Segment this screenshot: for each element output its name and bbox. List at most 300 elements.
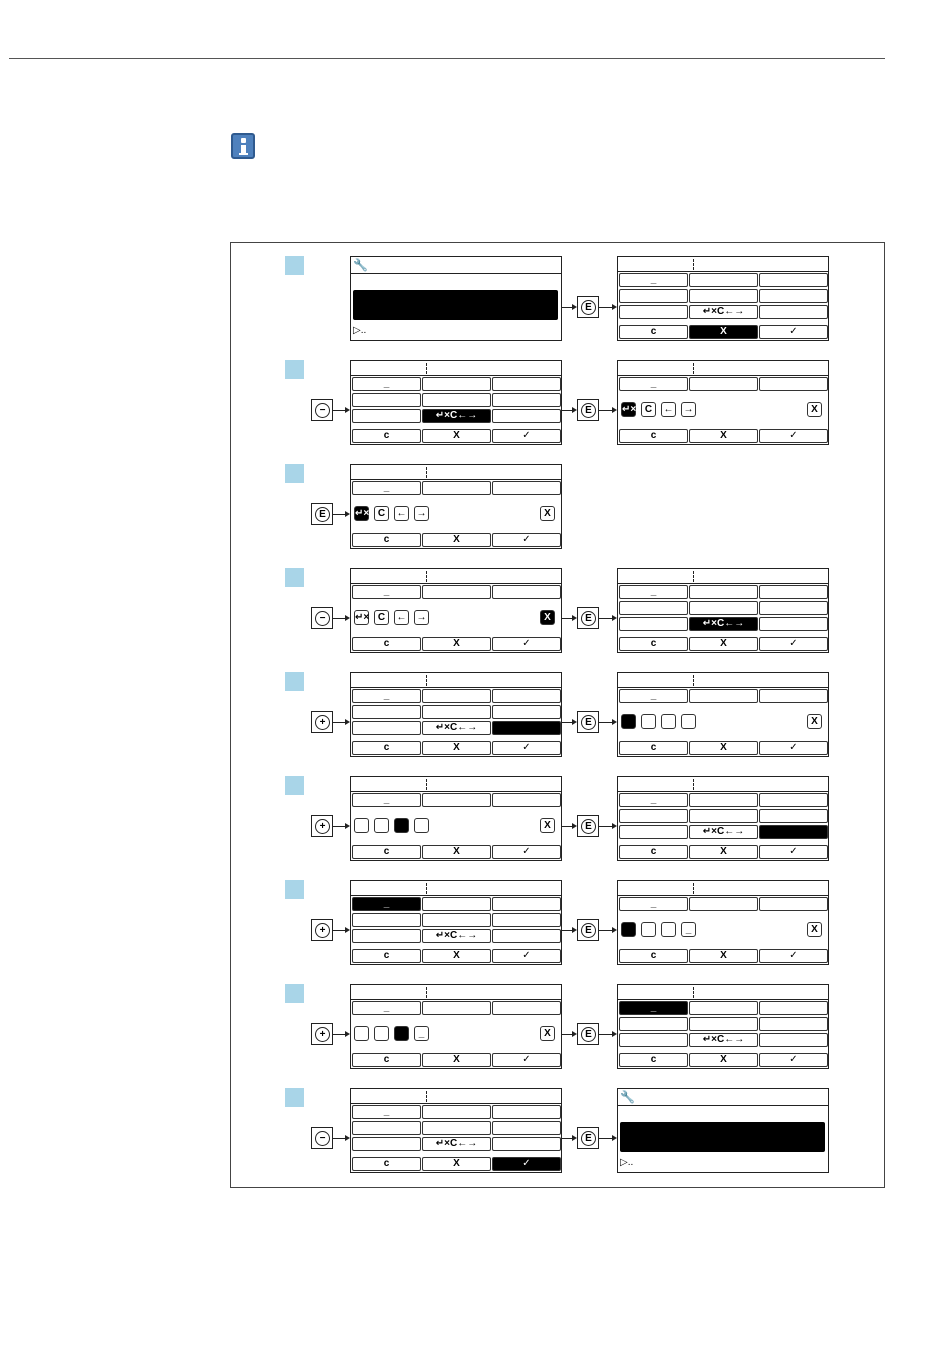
screen-header	[351, 257, 561, 274]
enter-key-icon	[577, 919, 599, 941]
editor-cell: ↵×C←→	[422, 721, 491, 735]
editor-cell	[492, 689, 561, 703]
screen-header	[618, 361, 828, 376]
edit-chip	[414, 818, 429, 833]
screen-header	[351, 881, 561, 896]
enter-key-icon-symbol: E	[581, 403, 596, 418]
editor-cell	[352, 1137, 421, 1151]
menu-footer: ▷..	[353, 325, 367, 336]
screen-header	[351, 985, 561, 1000]
flow-line	[333, 618, 345, 619]
edit-chip: →	[414, 506, 429, 521]
editor-cell	[492, 793, 561, 807]
editor-cell: _	[352, 897, 421, 911]
editor-bottom-cell: X	[422, 949, 491, 963]
editor-cell	[352, 705, 421, 719]
editor-bottom-cell: X	[689, 949, 758, 963]
editor-cell: _	[352, 585, 421, 599]
editor-cell	[759, 273, 828, 287]
screen-header	[351, 1089, 561, 1104]
editor-bottom-cell: X	[422, 1157, 491, 1171]
editor-bottom-cell: c	[619, 637, 688, 651]
editor-cell	[352, 913, 421, 927]
editor-cell	[759, 585, 828, 599]
editor-cell	[759, 1017, 828, 1031]
step-marker	[285, 360, 304, 379]
screen-header	[351, 777, 561, 792]
editor-bottom-cell: c	[619, 949, 688, 963]
flow-line	[333, 1034, 345, 1035]
editor-cell: ↵×C←→	[689, 825, 758, 839]
editor-cell	[759, 1001, 828, 1015]
editor-cell	[492, 1105, 561, 1119]
flow-line	[599, 826, 612, 827]
editor-cell	[689, 1001, 758, 1015]
header-divider	[693, 883, 694, 894]
step-marker	[285, 776, 304, 795]
enter-key-icon-symbol: E	[581, 1131, 596, 1146]
flow-arrowhead	[572, 823, 577, 829]
header-divider	[426, 1091, 427, 1102]
flow-line	[599, 410, 612, 411]
editor-cell	[759, 601, 828, 615]
editor-screen	[350, 984, 562, 1069]
editor-bottom-cell: X	[422, 741, 491, 755]
step-marker	[285, 984, 304, 1003]
editor-cell	[759, 689, 828, 703]
editor-cell: _	[619, 585, 688, 599]
header-divider	[693, 571, 694, 582]
wrench-icon: 🔧	[353, 258, 368, 272]
edit-chip	[394, 818, 409, 833]
edit-chip: C	[641, 402, 656, 417]
flow-line	[562, 722, 572, 723]
editor-bottom-cell: X	[422, 1053, 491, 1067]
edit-chip	[374, 818, 389, 833]
editor-cell	[492, 913, 561, 927]
flow-line	[599, 1034, 612, 1035]
editor-bottom-cell: X	[422, 429, 491, 443]
header-divider	[693, 363, 694, 374]
editor-cell	[422, 897, 491, 911]
flow-arrowhead	[572, 615, 577, 621]
editor-cell: ↵×C←→	[422, 929, 491, 943]
minus-key-icon-symbol: −	[315, 611, 330, 626]
editor-cell	[352, 721, 421, 735]
editor-cell	[689, 585, 758, 599]
editor-screen	[350, 464, 562, 549]
flow-line	[599, 307, 612, 308]
editor-bottom-cell: ✓	[492, 741, 561, 755]
editor-cell	[422, 1121, 491, 1135]
editor-screen	[350, 360, 562, 445]
editor-cell	[422, 913, 491, 927]
editor-cell	[689, 809, 758, 823]
editor-bottom-cell: X	[422, 845, 491, 859]
enter-key-icon	[577, 296, 599, 318]
enter-key-icon-symbol: E	[581, 300, 596, 315]
editor-cell	[619, 289, 688, 303]
header-divider	[426, 987, 427, 998]
editor-cell: ↵×C←→	[689, 1033, 758, 1047]
enter-key-icon	[311, 503, 333, 525]
editor-bottom-cell: ✓	[759, 637, 828, 651]
editor-bottom-cell: c	[352, 845, 421, 859]
minus-key-icon	[311, 1127, 333, 1149]
header-divider	[693, 259, 694, 270]
editor-cell	[619, 1017, 688, 1031]
flow-line	[333, 722, 345, 723]
editor-bottom-cell: X	[689, 1053, 758, 1067]
editor-bottom-cell: c	[619, 845, 688, 859]
editor-bottom-cell: ✓	[492, 949, 561, 963]
plus-key-icon-symbol: +	[315, 923, 330, 938]
editor-bottom-cell: X	[689, 325, 758, 339]
editor-cell	[492, 1137, 561, 1151]
enter-key-icon	[577, 607, 599, 629]
enter-key-icon-symbol: E	[581, 611, 596, 626]
editor-screen	[350, 672, 562, 757]
edit-chip: ↵×	[355, 508, 370, 519]
flow-arrowhead	[572, 1031, 577, 1037]
editor-cell	[422, 689, 491, 703]
editor-cell	[492, 585, 561, 599]
editor-cell	[759, 289, 828, 303]
screen-header	[618, 985, 828, 1000]
editor-bottom-cell: X	[689, 429, 758, 443]
minus-key-icon	[311, 399, 333, 421]
editor-cell	[492, 481, 561, 495]
flow-line	[562, 1034, 572, 1035]
screen-header	[351, 465, 561, 480]
editor-bottom-cell: X	[422, 637, 491, 651]
editor-cell	[619, 809, 688, 823]
screen-header	[618, 257, 828, 272]
menu-footer: ▷..	[620, 1157, 634, 1168]
edit-chip	[681, 714, 696, 729]
editor-bottom-cell: c	[352, 1157, 421, 1171]
editor-bottom-cell: ✓	[759, 429, 828, 443]
editor-cell	[422, 1105, 491, 1119]
edit-chip: →	[681, 402, 696, 417]
flow-line	[599, 930, 612, 931]
editor-bottom-cell: X	[689, 741, 758, 755]
enter-key-icon	[577, 711, 599, 733]
flow-arrowhead	[572, 927, 577, 933]
header-divider	[426, 883, 427, 894]
editor-bottom-cell: c	[352, 1053, 421, 1067]
edit-chip	[354, 818, 369, 833]
flow-arrowhead	[572, 304, 577, 310]
plus-key-icon-symbol: +	[315, 715, 330, 730]
editor-cell: _	[619, 377, 688, 391]
edit-chip	[621, 922, 636, 937]
minus-key-icon-symbol: −	[315, 403, 330, 418]
edit-chip: C	[374, 610, 389, 625]
edit-chip	[621, 714, 636, 729]
editor-bottom-cell: ✓	[759, 741, 828, 755]
step-marker	[285, 256, 304, 275]
editor-bottom-cell: ✓	[492, 533, 561, 547]
editor-cell	[689, 1017, 758, 1031]
editor-cell: _	[619, 689, 688, 703]
edit-chip	[374, 1026, 389, 1041]
edit-chip	[394, 1026, 409, 1041]
editor-bottom-cell: ✓	[492, 845, 561, 859]
editor-bottom-cell: c	[619, 1053, 688, 1067]
editor-cell	[492, 1001, 561, 1015]
editor-bottom-cell: ✓	[759, 845, 828, 859]
screen-header	[618, 569, 828, 584]
editor-screen	[350, 776, 562, 861]
editor-bottom-cell: c	[619, 325, 688, 339]
edit-chip: C	[374, 506, 389, 521]
cancel-chip: X	[540, 506, 555, 521]
selected-menu-bar	[620, 1122, 825, 1152]
enter-key-icon-symbol: E	[581, 923, 596, 938]
page-rule	[9, 58, 885, 59]
editor-cell	[492, 393, 561, 407]
info-icon	[231, 133, 255, 159]
enter-key-icon-symbol: E	[581, 1027, 596, 1042]
step-marker	[285, 464, 304, 483]
cancel-chip: X	[540, 818, 555, 833]
editor-cell	[422, 793, 491, 807]
editor-bottom-cell: ✓	[759, 325, 828, 339]
editor-bottom-cell: ✓	[492, 1053, 561, 1067]
header-divider	[426, 571, 427, 582]
editor-cell	[422, 481, 491, 495]
menu-screen	[617, 1088, 829, 1173]
header-divider	[426, 363, 427, 374]
edit-chip	[661, 922, 676, 937]
screen-header	[618, 1089, 828, 1106]
editor-cell	[759, 897, 828, 911]
editor-cell: _	[619, 793, 688, 807]
editor-cell	[759, 1033, 828, 1047]
enter-key-icon-symbol: E	[581, 715, 596, 730]
editor-cell	[492, 409, 561, 423]
editor-cell: ↵×C←→	[422, 1137, 491, 1151]
editor-cell	[352, 929, 421, 943]
screen-header	[351, 673, 561, 688]
edit-chip: _	[681, 922, 696, 937]
plus-key-icon	[311, 1023, 333, 1045]
editor-cell	[352, 409, 421, 423]
plus-key-icon	[311, 919, 333, 941]
editor-screen	[617, 568, 829, 653]
editor-cell	[759, 305, 828, 319]
flow-arrowhead	[572, 1135, 577, 1141]
editor-cell	[619, 601, 688, 615]
plus-key-icon	[311, 711, 333, 733]
flow-line	[562, 1138, 572, 1139]
screen-header	[618, 673, 828, 688]
editor-cell	[422, 585, 491, 599]
editor-screen	[617, 776, 829, 861]
editor-bottom-cell: X	[689, 845, 758, 859]
editor-bottom-cell: c	[352, 949, 421, 963]
flow-line	[333, 514, 345, 515]
flow-line	[333, 1138, 345, 1139]
flow-line	[562, 307, 572, 308]
screen-header	[351, 361, 561, 376]
editor-cell	[422, 393, 491, 407]
enter-key-icon	[577, 1023, 599, 1045]
editor-cell	[619, 1033, 688, 1047]
flow-line	[562, 410, 572, 411]
editor-cell: _	[619, 897, 688, 911]
editor-bottom-cell: ✓	[759, 1053, 828, 1067]
editor-cell	[759, 793, 828, 807]
flow-line	[599, 618, 612, 619]
flow-line	[333, 410, 345, 411]
flow-arrowhead	[572, 407, 577, 413]
edit-chip: ↵×	[622, 404, 637, 415]
editor-bottom-cell: c	[352, 533, 421, 547]
enter-key-icon	[577, 1127, 599, 1149]
edit-chip: ←	[394, 610, 409, 625]
editor-cell	[422, 705, 491, 719]
edit-chip	[641, 922, 656, 937]
flow-line	[599, 1138, 612, 1139]
edit-chip: ←	[394, 506, 409, 521]
editor-cell	[689, 377, 758, 391]
enter-key-icon-symbol: E	[581, 819, 596, 834]
selected-menu-bar	[353, 290, 558, 320]
editor-cell	[619, 825, 688, 839]
editor-screen	[617, 984, 829, 1069]
editor-cell: _	[619, 1001, 688, 1015]
editor-bottom-cell: ✓	[492, 1157, 561, 1171]
header-divider	[693, 987, 694, 998]
edit-chip: →	[414, 610, 429, 625]
enter-key-icon-symbol: E	[315, 507, 330, 522]
editor-cell	[422, 1001, 491, 1015]
editor-cell: _	[352, 377, 421, 391]
editor-cell: ↵×C←→	[689, 617, 758, 631]
minus-key-icon-symbol: −	[315, 1131, 330, 1146]
flow-line	[333, 930, 345, 931]
editor-cell: _	[352, 689, 421, 703]
edit-chip: _	[414, 1026, 429, 1041]
editor-cell	[759, 377, 828, 391]
editor-cell	[492, 929, 561, 943]
editor-bottom-cell: ✓	[492, 637, 561, 651]
editor-screen	[350, 1088, 562, 1173]
editor-cell	[619, 617, 688, 631]
screen-header	[351, 569, 561, 584]
editor-cell	[689, 897, 758, 911]
editor-cell	[689, 289, 758, 303]
minus-key-icon	[311, 607, 333, 629]
editor-cell	[759, 825, 828, 839]
cancel-chip: X	[807, 402, 822, 417]
step-marker	[285, 880, 304, 899]
editor-cell	[619, 305, 688, 319]
plus-key-icon-symbol: +	[315, 1027, 330, 1042]
plus-key-icon-symbol: +	[315, 819, 330, 834]
editor-cell	[689, 689, 758, 703]
editor-screen	[350, 880, 562, 965]
plus-key-icon	[311, 815, 333, 837]
edit-chip	[354, 1026, 369, 1041]
edit-chip: ←	[661, 402, 676, 417]
step-marker	[285, 672, 304, 691]
flow-line	[333, 826, 345, 827]
editor-cell: ↵×C←→	[422, 409, 491, 423]
editor-cell	[352, 1121, 421, 1135]
editor-cell	[492, 897, 561, 911]
editor-bottom-cell: X	[422, 533, 491, 547]
editor-bottom-cell: ✓	[492, 429, 561, 443]
editor-cell	[492, 721, 561, 735]
header-divider	[426, 675, 427, 686]
editor-bottom-cell: c	[619, 741, 688, 755]
header-divider	[426, 467, 427, 478]
editor-screen	[617, 360, 829, 445]
editor-bottom-cell: c	[352, 429, 421, 443]
editor-cell	[492, 1121, 561, 1135]
step-marker	[285, 568, 304, 587]
editor-cell: _	[619, 273, 688, 287]
editor-bottom-cell: c	[352, 741, 421, 755]
editor-cell	[352, 393, 421, 407]
flow-arrowhead	[572, 719, 577, 725]
editor-bottom-cell: X	[689, 637, 758, 651]
edit-chip	[641, 714, 656, 729]
enter-key-icon	[577, 399, 599, 421]
editor-cell	[689, 793, 758, 807]
flow-line	[562, 930, 572, 931]
editor-screen	[617, 256, 829, 341]
editor-cell: _	[352, 481, 421, 495]
header-divider	[693, 779, 694, 790]
header-divider	[693, 675, 694, 686]
editor-cell: _	[352, 1105, 421, 1119]
editor-screen	[617, 880, 829, 965]
cancel-chip: X	[540, 1026, 555, 1041]
flow-line	[599, 722, 612, 723]
editor-cell	[759, 617, 828, 631]
editor-bottom-cell: c	[352, 637, 421, 651]
editor-cell	[689, 273, 758, 287]
flow-line	[562, 618, 572, 619]
editor-cell	[689, 601, 758, 615]
screen-header	[618, 881, 828, 896]
editor-cell	[759, 809, 828, 823]
flow-line	[562, 826, 572, 827]
editor-cell	[492, 377, 561, 391]
header-divider	[426, 779, 427, 790]
editor-screen	[617, 672, 829, 757]
editor-cell: _	[352, 1001, 421, 1015]
menu-screen	[350, 256, 562, 341]
editor-cell: _	[352, 793, 421, 807]
cancel-chip: X	[807, 714, 822, 729]
wrench-icon: 🔧	[620, 1090, 635, 1104]
editor-bottom-cell: ✓	[759, 949, 828, 963]
editor-screen	[350, 568, 562, 653]
edit-chip	[661, 714, 676, 729]
edit-chip: ↵×	[355, 612, 370, 623]
editor-cell: ↵×C←→	[689, 305, 758, 319]
editor-cell	[492, 705, 561, 719]
editor-bottom-cell: c	[619, 429, 688, 443]
screen-header	[618, 777, 828, 792]
step-marker	[285, 1088, 304, 1107]
enter-key-icon	[577, 815, 599, 837]
